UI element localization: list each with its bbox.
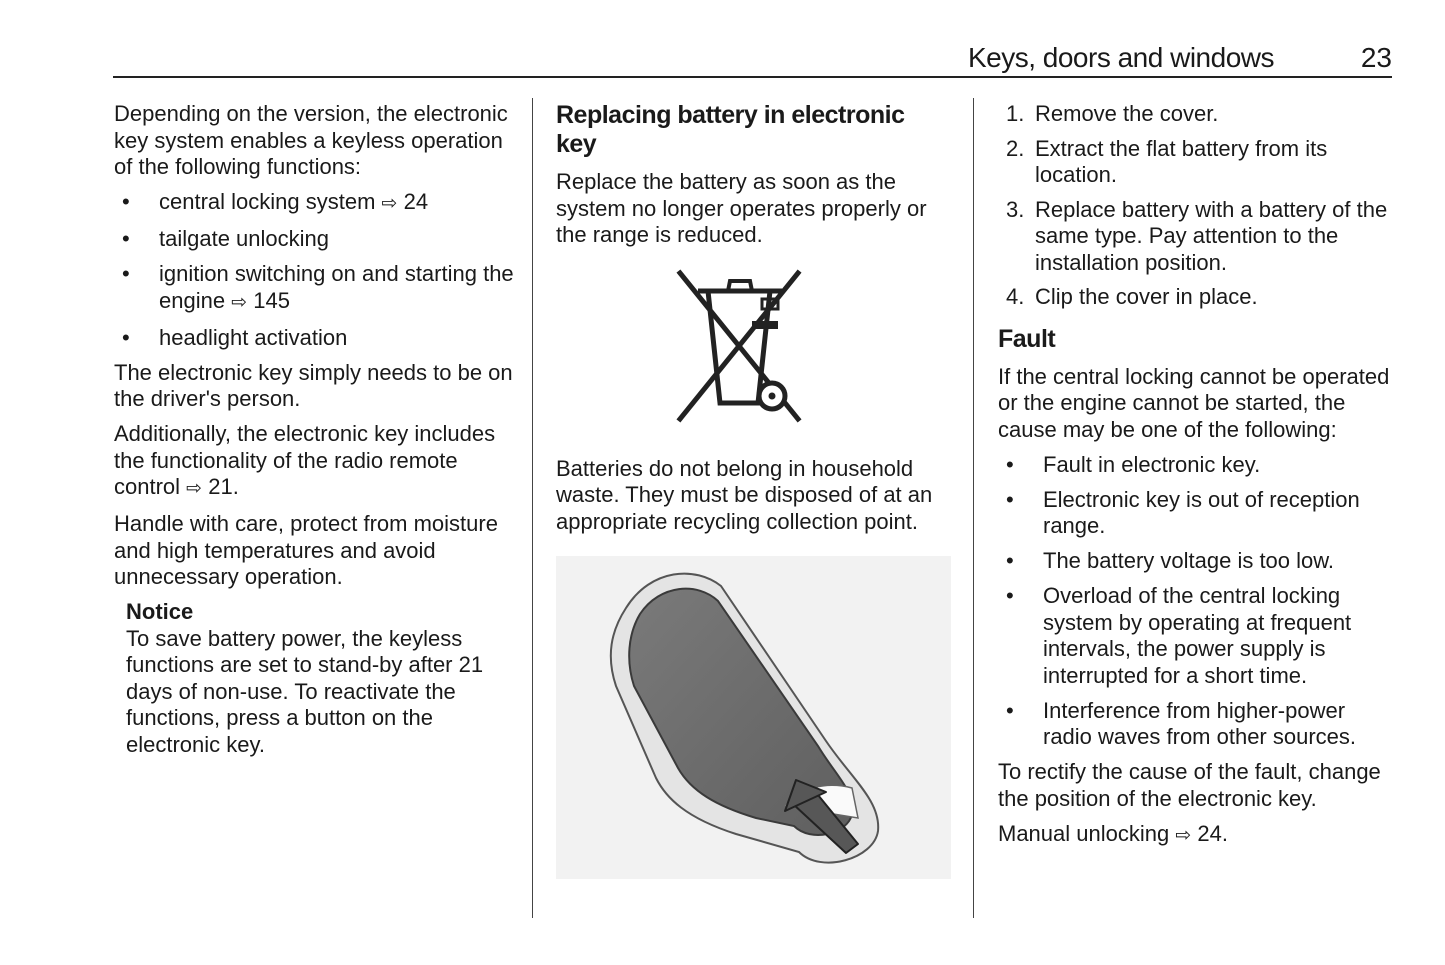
crossed-out-bin-icon [674, 269, 804, 427]
bullet-icon: • [122, 226, 130, 251]
bullet-icon: • [122, 189, 130, 214]
page-header [113, 40, 1392, 78]
paragraph-text: Additionally, the electronic key includes the functionality of the radio remote control [114, 421, 496, 499]
bullet-icon: • [1006, 583, 1014, 608]
step-number: 1. [1006, 101, 1025, 126]
list-item [998, 197, 1398, 277]
bullet-icon: • [1006, 451, 1014, 477]
bullet-icon: • [122, 324, 130, 350]
page-reference[interactable]: 145 [253, 287, 290, 313]
page-reference[interactable]: 24 [403, 189, 429, 214]
column-2 [556, 101, 951, 885]
paragraph: Batteries do not belong in household waste. They must be disposed of at an appropriate recycling collection point. [556, 455, 933, 534]
step-text: Remove the cover. [1035, 101, 1219, 126]
list-item [998, 583, 1398, 689]
paragraph: To rectify the cause of the fault, change the position of the electronic key. [998, 759, 1381, 811]
list-item [114, 261, 514, 316]
notice-text: To save battery power, the keyless functions are set to stand-by after 21 days of non-use. To reactivate the functions, press a button on the electronic key. [126, 625, 484, 757]
list-item [998, 452, 1398, 479]
section-heading: Fault [998, 324, 1056, 353]
list-item-text: headlight activation [159, 324, 348, 350]
bullet-icon: • [1006, 548, 1014, 573]
step-text: Extract the flat battery from its location. [1035, 135, 1328, 187]
paragraph: The electronic key simply needs to be on the driver's person. [114, 359, 513, 411]
paragraph: If the central locking cannot be operated or the engine cannot be started, the cause may be one of the following: [998, 363, 1390, 442]
electronic-key-illustration [556, 556, 951, 879]
list-item [114, 226, 514, 253]
section-heading: Replacing battery in electronic key [556, 101, 905, 158]
list-item [998, 101, 1398, 128]
list-item-text: ignition switching on and starting the engine [159, 261, 514, 313]
step-number: 4. [1006, 284, 1025, 309]
cross-reference-icon: ⇨ [186, 478, 203, 499]
list-item-text: tailgate unlocking [159, 226, 330, 251]
list-item [998, 487, 1398, 540]
paragraph: Handle with care, protect from moisture and high temperatures and avoid unnecessary operation. [114, 511, 498, 589]
steps-list [998, 101, 1398, 311]
cross-reference-icon: ⇨ [231, 291, 248, 313]
paragraph: Replace the battery as soon as the system no longer operates properly or the range is reduced. [556, 169, 927, 247]
page-reference[interactable]: 21. [208, 474, 239, 499]
list-item-text: central locking system [159, 189, 376, 214]
list-item [998, 136, 1398, 189]
paragraph [114, 421, 514, 503]
list-item [114, 325, 514, 352]
list-item-text: Overload of the central locking system by operating at frequent intervals, the power supply is interrupted for a short time. [1043, 583, 1352, 688]
column-divider [532, 98, 533, 918]
bullet-icon: • [122, 261, 130, 286]
step-text: Replace battery with a battery of the same type. Pay attention to the installation position. [1035, 196, 1388, 275]
list-item-text: Fault in electronic key. [1043, 451, 1261, 477]
column-3 [998, 101, 1398, 858]
list-item-text: The battery voltage is too low. [1043, 548, 1335, 573]
section-title: Keys, doors and windows [967, 42, 1274, 73]
notice-box [126, 599, 514, 758]
page-reference[interactable]: 24. [1197, 820, 1228, 846]
step-number: 2. [1006, 135, 1025, 161]
cross-reference-icon: ⇨ [381, 193, 398, 214]
paragraph-text: Manual unlocking [998, 820, 1170, 846]
cross-reference-icon: ⇨ [1175, 824, 1192, 846]
list-item [114, 189, 514, 218]
intro-paragraph: Depending on the version, the electronic key system enables a keyless operation of the following functions: [114, 101, 508, 179]
list-item-text: Interference from higher-power radio waves from other sources. [1043, 697, 1357, 749]
column-divider [973, 98, 974, 918]
list-item-text: Electronic key is out of reception range. [1043, 486, 1360, 538]
column-1 [114, 101, 514, 758]
list-item [998, 548, 1398, 575]
paragraph [998, 821, 1398, 850]
step-number: 3. [1006, 196, 1025, 222]
list-item [998, 698, 1398, 751]
notice-heading: Notice [126, 599, 194, 624]
list-item [998, 284, 1398, 311]
page-number: 23 [1360, 42, 1392, 73]
bullet-icon: • [1006, 486, 1014, 512]
step-text: Clip the cover in place. [1035, 284, 1258, 309]
bullet-icon: • [1006, 697, 1014, 723]
